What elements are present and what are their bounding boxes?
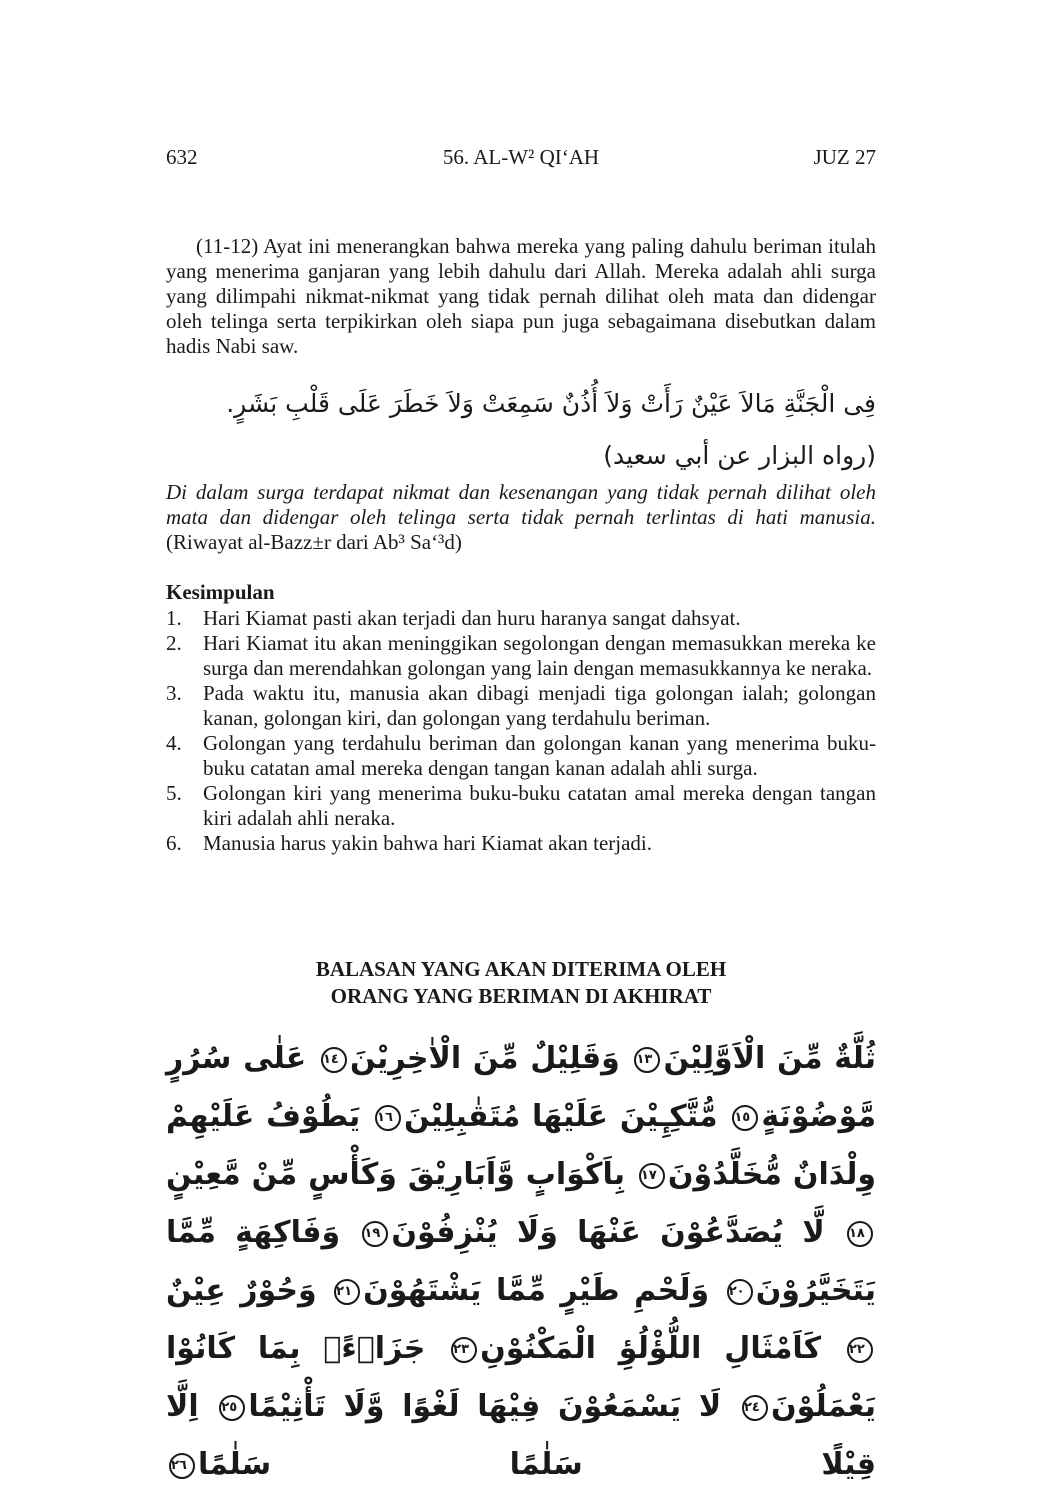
verse-text: اِلَّا قِيْلًا سَلٰمًا سَلٰمًا [166,1389,876,1482]
ayah-number-marker: ٢٦ [169,1453,195,1479]
list-item-text: Hari Kiamat pasti akan terjadi dan huru haranya sangat dahsyat. [203,606,741,630]
juz-label: JUZ 27 [813,145,876,169]
list-item-number: 3. [166,681,182,705]
conclusion-list [166,606,876,856]
ayah-number-marker: ٢٥ [219,1395,245,1421]
verse-text: ثُلَّةٌ مِّنَ الْاَوَّلِيْنَ [663,1041,876,1076]
ayah-number-marker: ١٤ [321,1047,347,1073]
verse-text: وَفَاكِهَةٍ مِّمَّا يَتَخَيَّرُوْنَ [166,1215,876,1308]
verse-text: لَا يَسْمَعُوْنَ فِيْهَا لَغْوًا وَّلَا تَأْثِيْمًا [248,1389,722,1424]
ayah-number-marker: ١٦ [375,1105,401,1131]
verse-text: عَلٰى سُرُرٍ مَّوْضُوْنَةٍ [166,1041,877,1134]
list-item-text: Hari Kiamat itu akan meninggikan segolongan dengan memasukkan mereka ke surga dan merendahkan golongan yang lain dengan memasukkannya ke neraka. [203,631,876,680]
translation-text: Di dalam surga terdapat nikmat dan kesenangan yang tidak pernah dilihat oleh mata dan didengar oleh telinga serta tidak pernah terlintas di hati manusia. [166,480,876,529]
list-item [166,631,876,681]
verse-text: وَحُوْرٌ عِيْنٌ [166,1273,317,1308]
verse-text: وَقَلِيْلٌ مِّنَ الْاٰخِرِيْنَ [350,1041,620,1076]
list-item [166,606,876,631]
list-item-text: Pada waktu itu, manusia akan dibagi menjadi tiga golongan ialah; golongan kanan, golongan kiri, dan golongan yang terdahulu beriman. [203,681,876,730]
list-item-number: 1. [166,606,182,630]
ayah-number-marker: ٢١ [334,1279,360,1305]
list-item-number: 6. [166,831,182,855]
list-item [166,681,876,731]
verse-text: بِاَكْوَابٍ وَّاَبَارِيْقَ وَكَأْسٍ مِّنْ مَّعِيْنٍ [166,1157,625,1192]
ayah-number-marker: ١٥ [732,1105,758,1131]
page-header [166,145,876,175]
verse-text: جَزَاۤءًۢ بِمَا كَانُوْا يَعْمَلُوْنَ [166,1331,876,1424]
list-item-number: 2. [166,631,182,655]
list-item-text: Golongan yang terdahulu beriman dan golongan kanan yang menerima buku-buku catatan amal mereka dengan tangan kanan adalah ahli surga. [203,731,876,780]
section-title [166,956,876,1010]
translation-source: (Riwayat al-Bazz±r dari Ab³ Sa‘³d) [166,530,462,554]
list-item-number: 5. [166,781,182,805]
ayah-number-marker: ٢٣ [451,1337,477,1363]
verse-text: مُّتَّكِـِٕيْنَ عَلَيْهَا مُتَقٰبِلِيْنَ [404,1099,718,1134]
ayah-number-marker: ٢٢ [847,1337,873,1363]
section-title-line-1: BALASAN YANG AKAN DITERIMA OLEH [315,957,727,981]
list-item [166,731,876,781]
hadith-translation [166,480,876,555]
verse-text: كَاَمْثَالِ اللُّؤْلُؤِ الْمَكْنُوْنِ [480,1331,822,1366]
list-item-text: Manusia harus yakin bahwa hari Kiamat akan terjadi. [203,831,653,855]
quran-verses [166,1030,876,1494]
section-title-line-2: ORANG YANG BERIMAN DI AKHIRAT [330,984,712,1008]
ayah-number-marker: ٢٤ [742,1395,768,1421]
verse-text: لَّا يُصَدَّعُوْنَ عَنْهَا وَلَا يُنْزِفُوْنَ [391,1215,825,1250]
page-number: 632 [166,145,198,169]
surah-title: 56. AL-W² QI‘AH [442,145,600,169]
ayah-number-marker: ١٨ [847,1221,873,1247]
conclusion-heading: Kesimpulan [166,580,275,604]
list-item-text: Golongan kiri yang menerima buku-buku catatan amal mereka dengan tangan kiri adalah ahli neraka. [203,781,876,830]
list-item-number: 4. [166,731,182,755]
ayah-number-marker: ١٧ [639,1163,665,1189]
verse-text: يَطُوْفُ عَلَيْهِمْ وِلْدَانٌ مُّخَلَّدُوْنَ [166,1099,876,1192]
verse-text: وَلَحْمِ طَيْرٍ مِّمَّا يَشْتَهُوْنَ [363,1273,710,1308]
ayah-number-marker: ١٩ [362,1221,388,1247]
list-item [166,831,876,856]
ayah-number-marker: ١٣ [634,1047,660,1073]
ayah-number-marker: ٢٠ [727,1279,753,1305]
explanation-paragraph: (11-12) Ayat ini menerangkan bahwa mereka yang paling dahulu beriman itulah yang menerima ganjaran yang lebih dahulu dari Allah. Mereka adalah ahli surga yang dilimpahi nikmat-nikmat yang tidak pernah dilihat oleh mata dan didengar oleh telinga serta terpikirkan oleh siapa pun juga sebagaimana disebutkan dalam hadis Nabi saw. [166,234,876,358]
list-item [166,781,876,831]
hadith-arabic-text: فِى الْجَنَّةِ مَالاَ عَيْنٌ رَأَتْ وَلاَ أُذُنٌ سَمِعَتْ وَلاَ خَطَرَ عَلَى قَلْبِ بَشَرٍ. (رواه البزار عن أبي سعيد) [226,389,876,470]
